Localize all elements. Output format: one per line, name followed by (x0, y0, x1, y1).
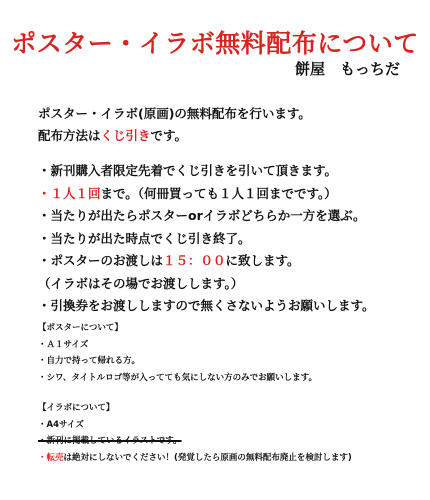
intro-method-suffix: です。 (150, 128, 188, 143)
illust-item-1: ・A4サイズ (38, 419, 84, 430)
rule-item-6: （イラボはその場でお渡しします。） (38, 275, 244, 291)
illust-item-3-highlight: 転売 (46, 452, 64, 463)
illust-item-3 (38, 450, 423, 467)
intro-section (38, 103, 423, 147)
rule-item-2-suffix: まで。（何冊買っても１人１回までです。） (100, 185, 337, 201)
illust-item-2-struck: ・新刊に掲載しているイラストです。 (38, 436, 182, 446)
rule-item-5-prefix: ・ポスターのお渡しは (38, 253, 164, 268)
intro-method-prefix: 配布方法は (38, 128, 101, 143)
rule-item-7: ・引換券をお渡ししますので無くさないようお願いします。 (38, 298, 375, 313)
rule-item-2 (38, 183, 423, 206)
rule-item-5 (38, 250, 423, 273)
rule-item-4: ・当たりが出た時点でくじ引き終了。 (38, 230, 251, 246)
illust-section (38, 400, 423, 466)
rules-list (38, 160, 423, 318)
illust-heading: 【イラボについて】 (38, 403, 115, 413)
intro-method-highlight: くじ引き (100, 128, 151, 143)
rule-item-5-suffix: に致します。 (225, 253, 300, 268)
rule-item-2-highlight: １人１回 (50, 185, 101, 201)
poster-item-2: ・自力で持って帰れる方。 (38, 356, 141, 366)
author-name: 餅屋 もっちだ (294, 60, 400, 78)
rule-item-5-highlight: １５：００ (163, 253, 226, 268)
intro-line-1: ポスター・イラボ(原画)の無料配布を行います。 (38, 106, 311, 121)
rule-item-3: ・当たりが出たらポスターorイラボどちらか一方を選ぶ。 (38, 208, 366, 223)
intro-line-2 (38, 125, 423, 147)
illust-item-3-suffix: は絶対にしないでください！(発覚したら原画の無料配布廃止を検討します) (63, 452, 352, 463)
rule-item-1: ・新刊購入者限定先着でくじ引きを引いて頂きます。 (38, 163, 338, 178)
page-title: ポスター・イラボ無料配布について (11, 29, 419, 58)
poster-section (38, 320, 423, 386)
poster-item-1: ・Ａ１サイズ (38, 339, 89, 350)
poster-heading: 【ポスターについて】 (38, 323, 123, 333)
rule-item-2-bullet: ・ (38, 185, 51, 201)
illust-item-3-bullet: ・ (38, 452, 47, 463)
poster-item-3: ・シワ、タイトルロゴ等が入ってても気にしない方のみでお願いします。 (38, 372, 317, 383)
